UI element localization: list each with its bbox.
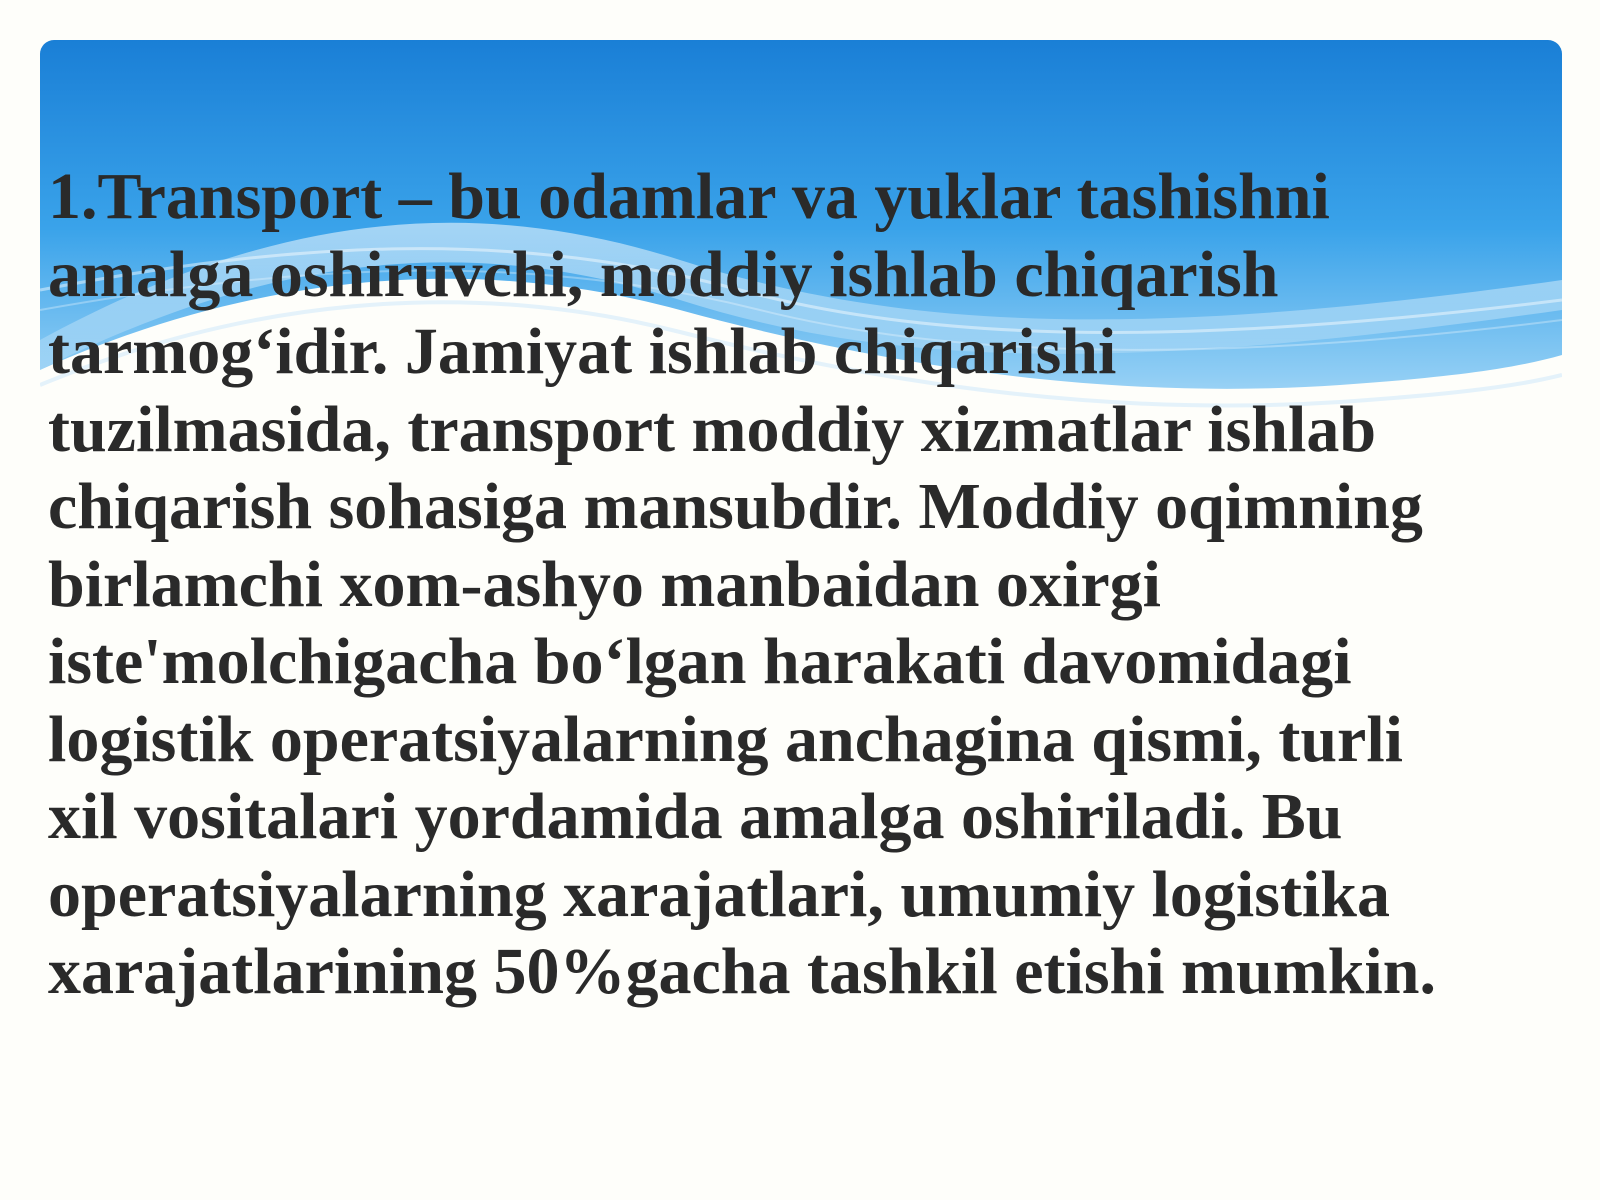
body-text: 1.Transport – bu odamlar va yuklar tashishni amalga oshiruvchi, moddiy ishlab chiqarish tarmog‘idir. Jamiyat ishlab chiqarishi tuzilmasida, transport moddiy xizmatlar ishlab chiqarish sohasiga mansubdir. Moddiy oqimning birlamchi xom-ashyo manbaidan oxirgi iste'molchigacha bo‘lgan harakati davomidagi logistik operatsiyalarning anchagina qismi, turli xil vositalari yordamida amalga oshiriladi. Bu operatsiyalarning xarajatlari, umumiy logistika xarajatlarining 50%gacha tashkil etishi mumkin.: [48, 160, 1436, 1008]
